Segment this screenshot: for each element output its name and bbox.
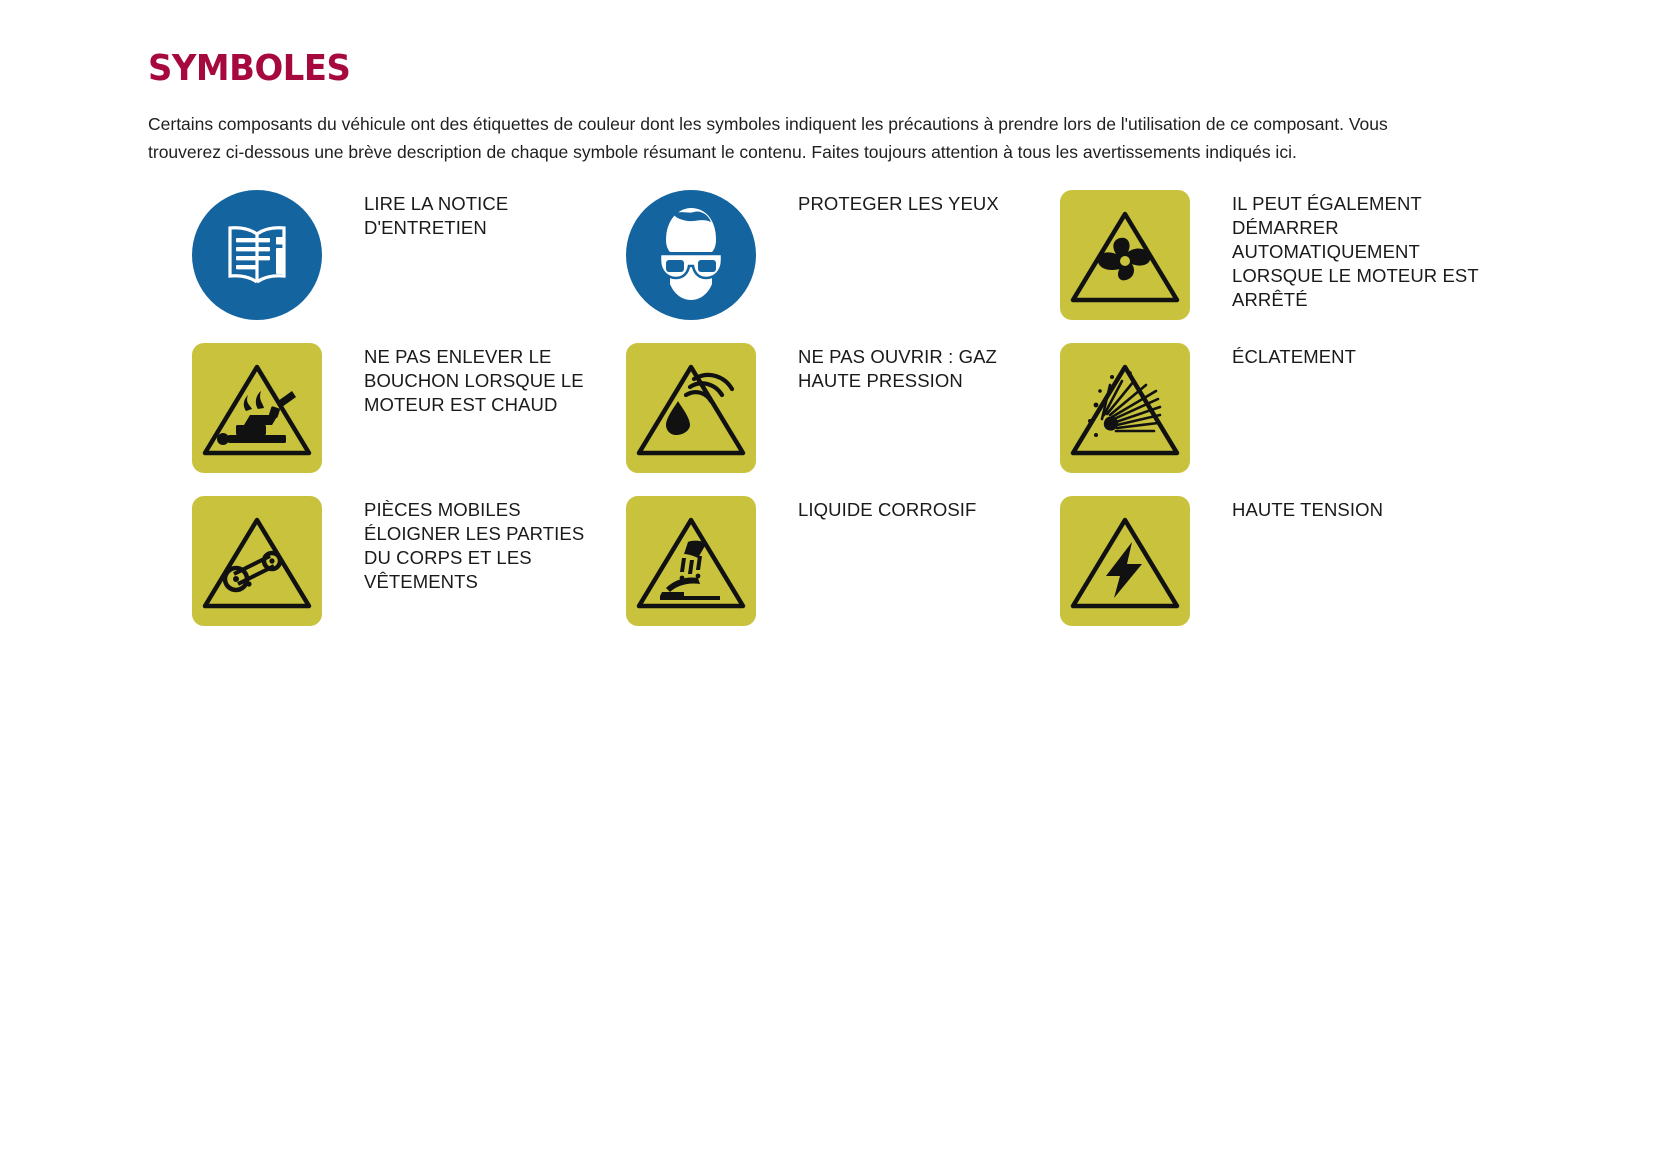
pressurized-gas-icon — [626, 343, 756, 473]
symbol-item — [192, 190, 612, 320]
symbol-item — [626, 343, 1046, 473]
intro-paragraph: Certains composants du véhicule ont des étiquettes de couleur dont les symboles indiquent les précautions à prendre lors de l'utilisation de ce composant. Vous trouverez ci-dessous une brève description de chaque symbole résumant le contenu. Faites toujours attention à tous les avertissements indiqués ici. — [148, 114, 1388, 162]
symbol-item — [1060, 343, 1356, 473]
symbol-item — [626, 190, 999, 320]
eye-protection-icon — [626, 190, 756, 320]
symbol-item — [192, 343, 612, 473]
symbol-item — [1060, 496, 1383, 626]
symbol-item — [1060, 190, 1502, 320]
no-remove-hot-cap-icon — [192, 343, 322, 473]
symbol-label: HAUTE TENSION — [1232, 499, 1384, 520]
automatic-fan-start-icon — [1060, 190, 1190, 320]
symbol-item — [192, 496, 612, 626]
symbol-label: ÉCLATEMENT — [1232, 346, 1357, 367]
read-manual-icon — [192, 190, 322, 320]
moving-parts-belt-icon — [192, 496, 322, 626]
symbol-label: LIQUIDE CORROSIF — [798, 499, 977, 520]
page-title: SYMBOLES — [148, 48, 351, 89]
high-voltage-icon — [1060, 496, 1190, 626]
symbol-label: NE PAS ENLEVER LE BOUCHON LORSQUE LE MOTEUR EST CHAUD — [364, 346, 584, 415]
symbol-label: IL PEUT ÉGALEMENT DÉMARRER AUTOMATIQUEMENT LORSQUE LE MOTEUR EST ARRÊTÉ — [1232, 193, 1479, 310]
symbol-label: PIÈCES MOBILES ÉLOIGNER LES PARTIES DU CORPS ET LES VÊTEMENTS — [364, 499, 585, 592]
symbol-item — [626, 496, 976, 626]
symbol-label: PROTEGER LES YEUX — [798, 193, 999, 214]
corrosive-liquid-icon — [626, 496, 756, 626]
explosion-burst-icon — [1060, 343, 1190, 473]
symbol-label: NE PAS OUVRIR : GAZ HAUTE PRESSION — [798, 346, 997, 391]
symbol-label: LIRE LA NOTICE D'ENTRETIEN — [364, 193, 509, 238]
